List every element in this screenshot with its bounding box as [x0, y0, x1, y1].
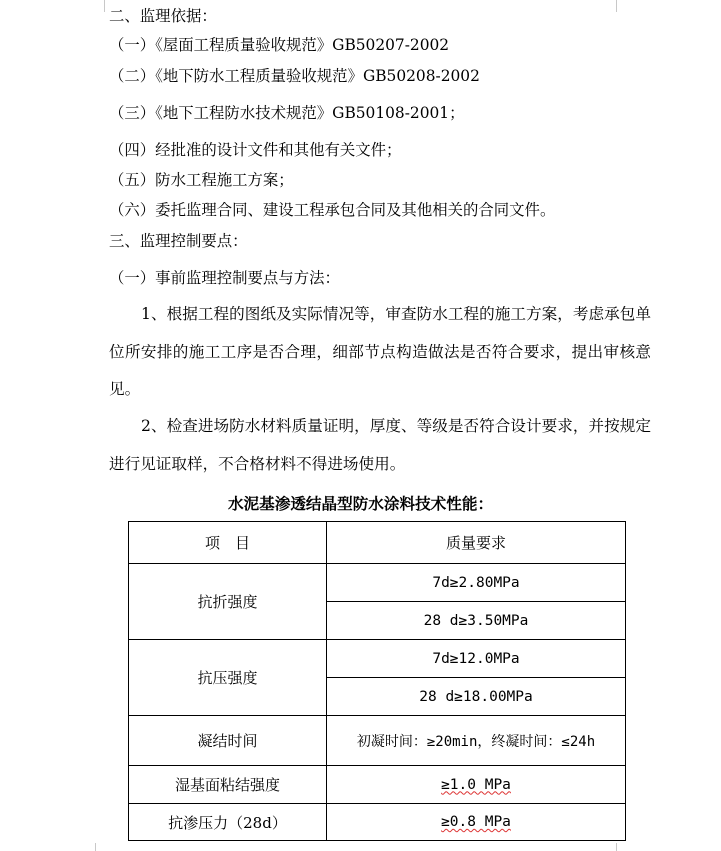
- table-header-item: 项 目: [129, 522, 327, 564]
- basis-item-6: （六）委托监理合同、建设工程承包合同及其他相关的合同文件。: [109, 201, 556, 219]
- basis-item-3: （三）《地下工程防水技术规范》GB50108-2001；: [109, 104, 465, 122]
- table-row-item-compressive: 抗压强度: [129, 640, 327, 716]
- subsection-heading-prior-control: （一）事前监理控制要点与方法：: [109, 269, 340, 287]
- table-header-requirement: 质量要求: [327, 522, 626, 564]
- margin-guide-left: [104, 0, 105, 12]
- table-title: 水泥基渗透结晶型防水涂料技术性能：: [227, 494, 494, 513]
- basis-item-1: （一）《屋面工程质量验收规范》GB50207-2002: [109, 36, 450, 54]
- table-cell-compressive-28d: 28 d≥18.00MPa: [327, 678, 626, 716]
- basis-item-2: （二）《地下防水工程质量验收规范》GB50208-2002: [109, 67, 480, 85]
- table-row-item-setting-time: 凝结时间: [129, 716, 327, 766]
- basis-item-5: （五）防水工程施工方案；: [109, 171, 294, 189]
- margin-guide-bottom-right: [616, 843, 617, 851]
- table-cell-setting-time: 初凝时间：≥20min，终凝时间：≤24h: [327, 716, 626, 766]
- paragraph-material-inspection: 2、检查进场防水材料质量证明，厚度、等级是否符合设计要求，并按规定进行见证取样，不合格材料不得进场使用。: [109, 417, 651, 473]
- paragraph-construction-plan-review: 1、根据工程的图纸及实际情况等，审查防水工程的施工方案，考虑承包单位所安排的施工工序是否合理，细部节点构造做法是否符合要求，提出审核意见。: [109, 305, 651, 399]
- margin-guide-bottom-left: [95, 843, 96, 851]
- table-cell-bond-strength: ≥1.0 MPa: [327, 766, 626, 804]
- table-row-item-impermeability: 抗渗压力（28d）: [129, 804, 327, 841]
- table-row-item-flexural: 抗折强度: [129, 564, 327, 640]
- technical-performance-table: [128, 521, 626, 841]
- section-heading-control: 三、监理控制要点：: [109, 232, 248, 250]
- table-cell-compressive-7d: 7d≥12.0MPa: [327, 640, 626, 678]
- table-cell-flexural-7d: 7d≥2.80MPa: [327, 564, 626, 602]
- table-cell-flexural-28d: 28 d≥3.50MPa: [327, 602, 626, 640]
- margin-guide-right: [616, 0, 617, 12]
- section-heading-basis: 二、监理依据：: [109, 7, 217, 25]
- table-cell-impermeability: ≥0.8 MPa: [327, 804, 626, 841]
- basis-item-4: （四）经批准的设计文件和其他有关文件；: [109, 141, 402, 159]
- table-row-item-bond-strength: 湿基面粘结强度: [129, 766, 327, 804]
